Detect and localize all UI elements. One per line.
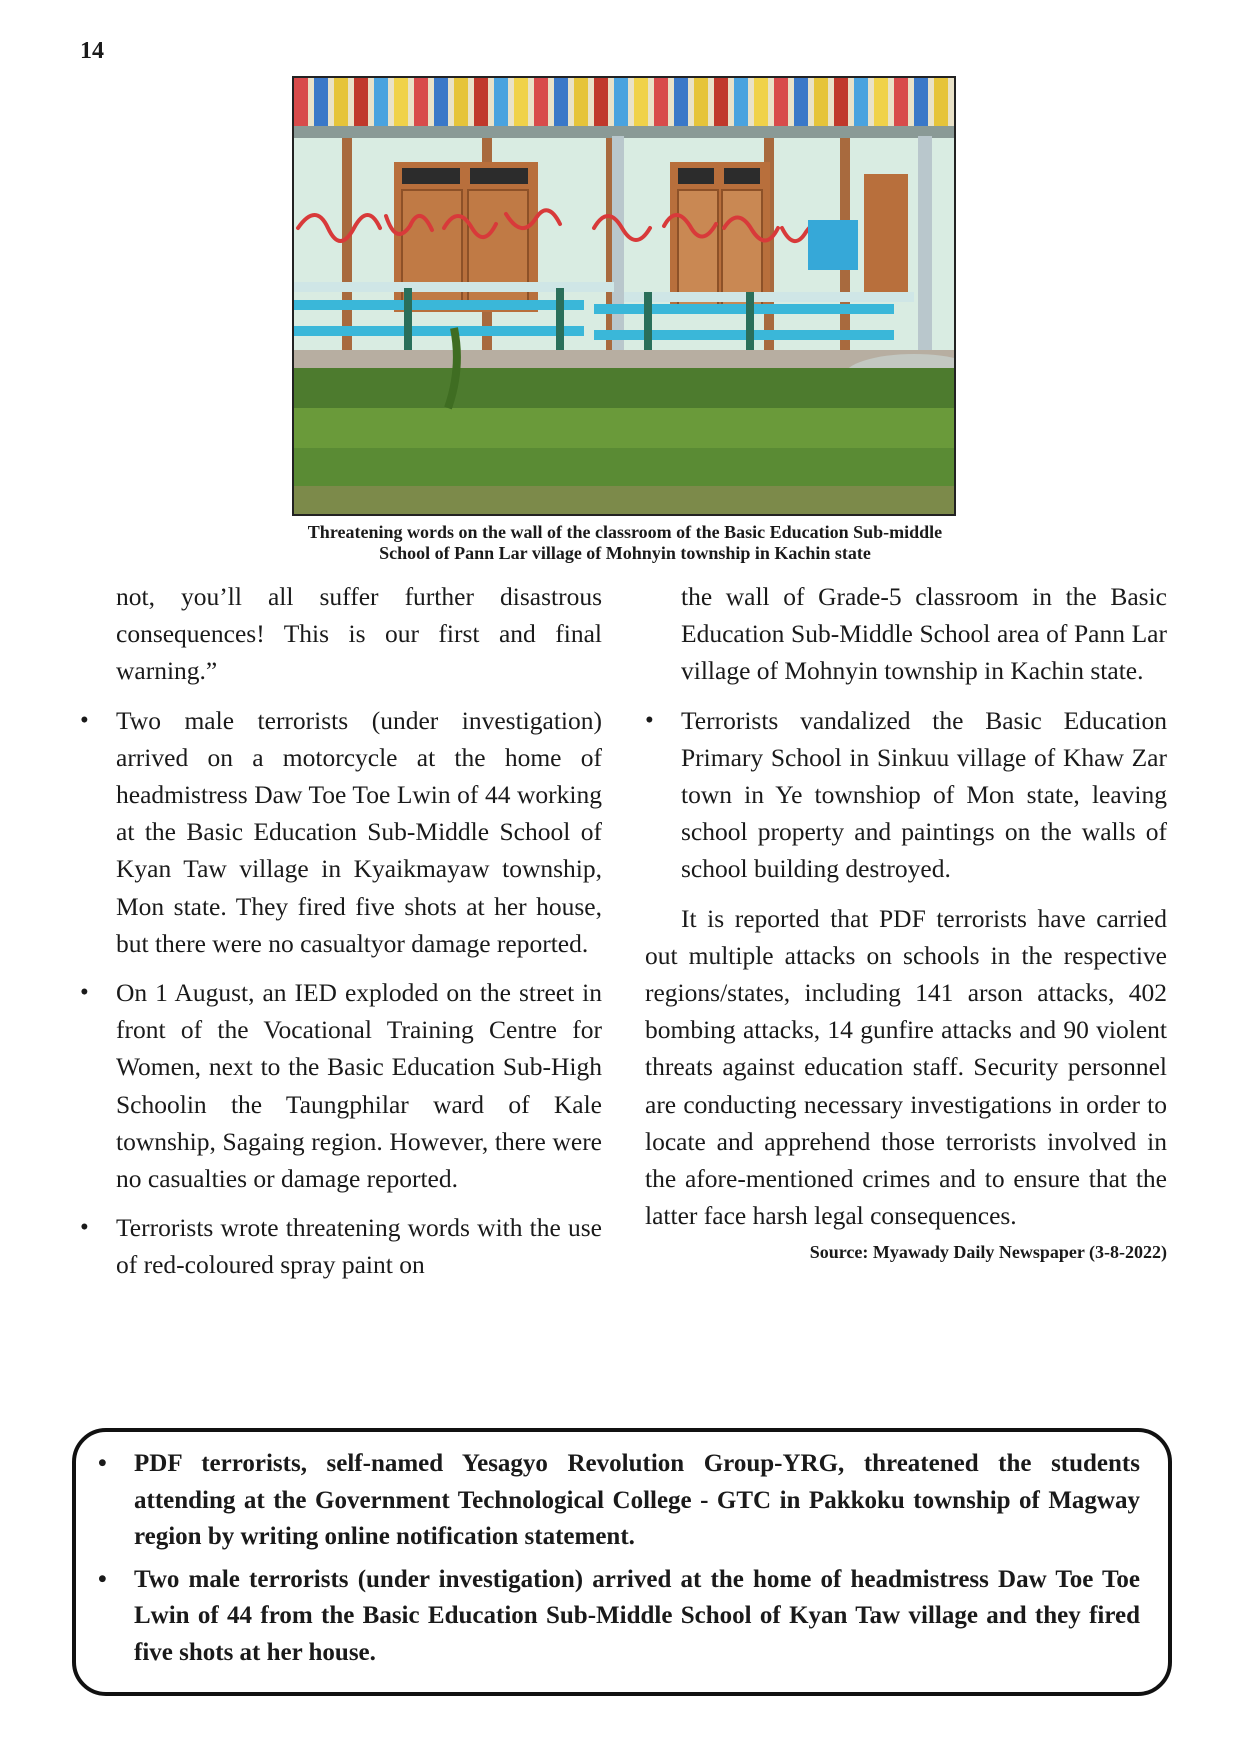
source-citation: Source: Myawady Daily Newspaper (3-8-2022): [809, 1242, 1167, 1263]
body-paragraph: It is reported that PDF terrorists have carried out multiple attacks on schools in the respective regions/states, including 141 arson attacks, 402 bombing attacks, 14 gunfire attacks and 90 violent threats against education staff. Security personnel are conducting necessary investigations in order to locate and apprehend those terrorists involved in the afore-mentioned crimes and to ensure that the latter face harsh legal consequences.: [645, 903, 1167, 1231]
bullet-item: • Two male terrorists (under investigation) arrived on a motorcycle at the home of headmistress Daw Toe Toe Lwin of 44 working at the Basic Education Sub-Middle School of Kyan Taw village in Kyaikmayaw township, Mon state. They fired five shots at her house, but there were no casualtyor damage reported.: [80, 702, 602, 962]
bullet-item: • On 1 August, an IED exploded on the street in front of the Vocational Training Centre for Women, next to the Basic Education Sub-High Schoolin the Taungphilar ward of Kale township, Sagaing region. However, there were no casualties or damage reported.: [80, 974, 602, 1197]
school-wall-photo: [292, 76, 956, 516]
summary-box: [72, 1428, 1172, 1696]
bullet-item: • Terrorists wrote threatening words with the use of red-coloured spray paint on: [80, 1209, 602, 1283]
continued-text: not, you’ll all suffer further disastrous consequences! This is our first and final warning.”: [116, 582, 602, 686]
right-column: [645, 578, 1167, 1264]
summary-item: • Two male terrorists (under investigation) arrived at the home of headmistress Daw Toe Toe Lwin of 44 from the Basic Education Sub-Middle School of Kyan Taw village and they fired five shots at her house.: [98, 1562, 1140, 1672]
page-number: 14: [80, 38, 104, 64]
bullet-item: • Terrorists vandalized the Basic Education Primary School in Sinkuu village of Khaw Zar town in Ye townshiop of Mon state, leaving school property and paintings on the walls of school building destroyed.: [645, 702, 1167, 888]
summary-item: • PDF terrorists, self-named Yesagyo Revolution Group-YRG, threatened the students attending at the Government Technological College - GTC in Pakkoku township of Magway region by writing online notification statement.: [98, 1446, 1140, 1556]
continued-text: the wall of Grade-5 classroom in the Basic Education Sub-Middle School area of Pann Lar village of Mohnyin township in Kachin state.: [681, 582, 1167, 686]
caption-line-1: Threatening words on the wall of the classroom of the Basic Education Sub-middle: [307, 522, 943, 542]
caption-line-2: School of Pann Lar village of Mohnyin township in Kachin state: [379, 543, 871, 563]
left-column: [80, 578, 602, 1284]
figure-caption: [200, 522, 1050, 564]
